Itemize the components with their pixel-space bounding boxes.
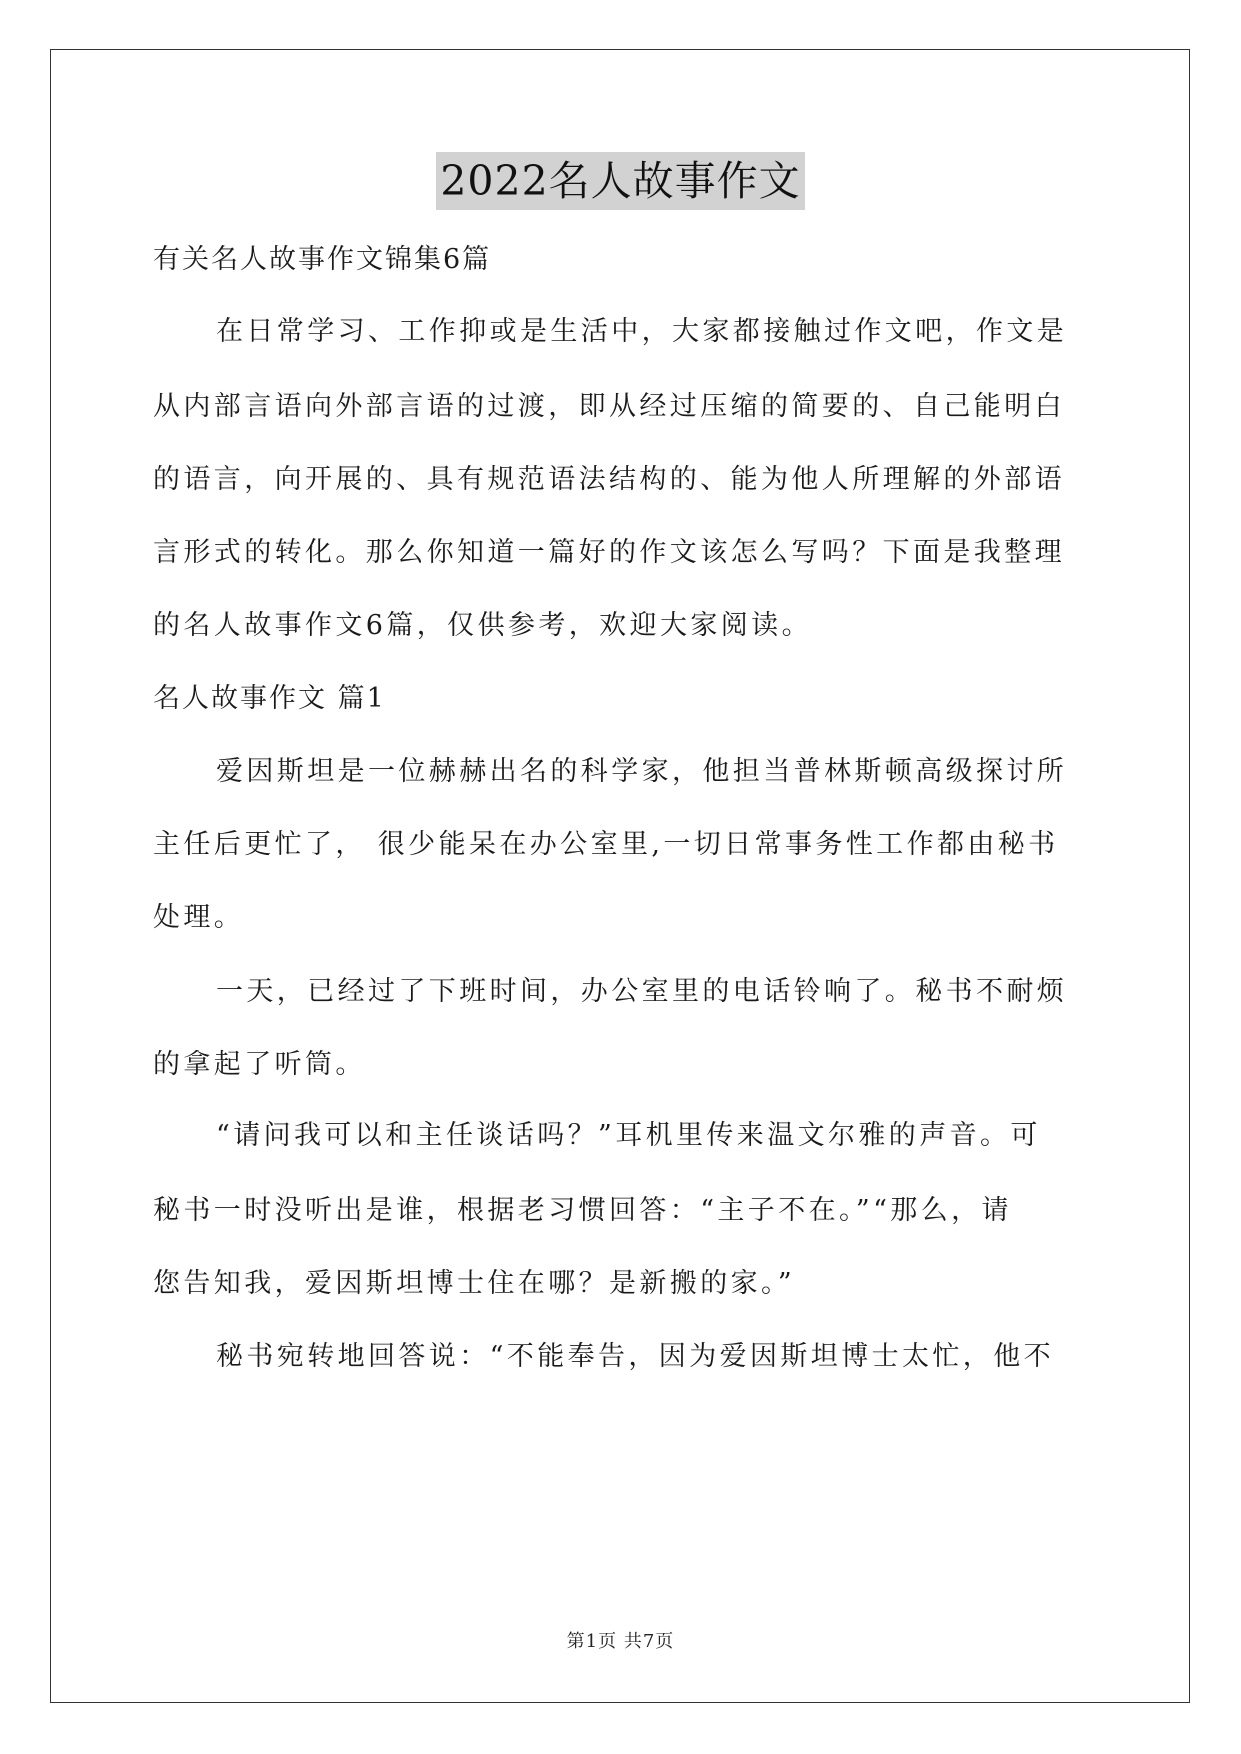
paragraph-line: 秘书一时没听出是谁，根据老习惯回答：“主子不在。”“那么，请	[153, 1195, 1012, 1226]
paragraph-line: 一天，已经过了下班时间，办公室里的电话铃响了。秘书不耐烦	[216, 976, 1068, 1007]
page-border	[50, 49, 1190, 1703]
paragraph-line: 的名人故事作文6篇，仅供参考，欢迎大家阅读。	[153, 610, 812, 641]
paragraph-line: 在日常学习、工作抑或是生活中，大家都接触过作文吧，作文是	[216, 316, 1068, 347]
title-container	[0, 152, 1241, 210]
paragraph-line: 的语言，向开展的、具有规范语法结构的、能为他人所理解的外部语	[153, 464, 1065, 495]
paragraph-line: 从内部言语向外部言语的过渡，即从经过压缩的简要的、自己能明白	[153, 391, 1065, 422]
paragraph-line: 主任后更忙了， 很少能呆在办公室里,一切日常事务性工作都由秘书	[153, 829, 1059, 860]
paragraph-line: 爱因斯坦是一位赫赫出名的科学家，他担当普林斯顿高级探讨所	[216, 756, 1068, 787]
paragraph-line: 处理。	[153, 902, 245, 933]
paragraph-line: 您告知我，爱因斯坦博士住在哪？是新搬的家。”	[153, 1268, 796, 1299]
section-heading: 名人故事作文 篇1	[153, 683, 386, 714]
paragraph-line: “请问我可以和主任谈话吗？”耳机里传来温文尔雅的声音。可	[216, 1120, 1041, 1151]
document-title: 2022名人故事作文	[436, 152, 804, 210]
paragraph-line: 言形式的转化。那么你知道一篇好的作文该怎么写吗？下面是我整理	[153, 537, 1065, 568]
intro-heading: 有关名人故事作文锦集6篇	[153, 244, 492, 275]
paragraph-line: 的拿起了听筒。	[153, 1049, 366, 1080]
page-footer: 第1页 共7页	[566, 1631, 675, 1652]
paragraph-line: 秘书宛转地回答说：“不能奉告，因为爱因斯坦博士太忙，他不	[216, 1341, 1055, 1372]
